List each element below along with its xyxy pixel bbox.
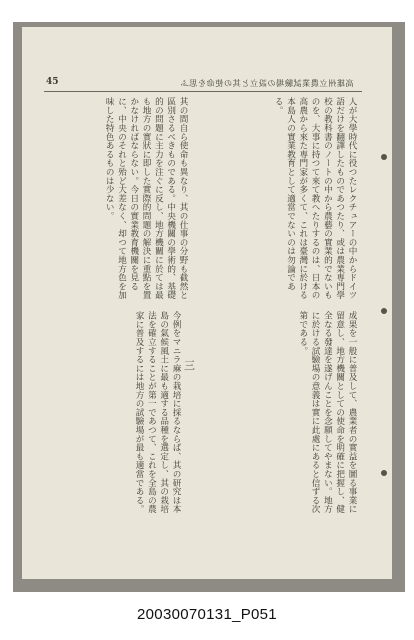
book-page [22, 27, 392, 579]
archive-id-caption: 20030070131_P051 [137, 606, 277, 623]
header-rule [44, 91, 362, 92]
binding-hole-top [381, 154, 387, 160]
text-column-upper-right: 人が大學時代に役つたレクチュアーの中からドイツ語だけを翻譯したものであつたり、或は農業専門學校の教科書のノートの中から農藝の實業的でないものを、大事に持つて來て教へたりするのは、日本の高農から來た専門家が多くて、これは臺灣に於ける本島人の實業教育として適當でないのは勿論である。 [273, 97, 357, 300]
text-column-lower-left: 今例をマニラ麻の栽培に採るならば、其の研究は本島の氣候風土に最も適する品種を選定し、其の栽培法を確立することが第一であつて、これを全島の農家に普及するには地方の試驗場が最も適當である。 [134, 311, 181, 514]
running-head-title: 高雄州立農業試驗場の設立と其の使命を思ふ [180, 78, 354, 88]
section-number: 三 [184, 359, 195, 372]
text-column-upper-left: 其の間自ら使命も異なり、其の仕事の分野も截然と區別さるべきものである。中央機關の學術的、基礎的の問題に主力を注ぐに反し、地方機關に於ては最も地方の實狀に即した實際的問題の解決に重點を置かなければならない。今日の實業教育機關を見るに、中央のそれと殆ど大差なく、却つて地方色を加味した特色あるものは少ない。 [104, 97, 188, 300]
running-header [40, 77, 370, 91]
text-column-lower-right: 成果を一般に普及して、農業者の實益を圖る事業に留意し、地方機關としての使命を明確に把握し、健全なる發達を遂げんことを念願してやまない。地方に於ける試驗場の意義は實に此處にあると信ずる次第である。 [297, 311, 357, 514]
binding-hole-bottom [381, 470, 387, 476]
binding-hole-middle [381, 308, 387, 314]
page-number: 45 [46, 77, 59, 87]
